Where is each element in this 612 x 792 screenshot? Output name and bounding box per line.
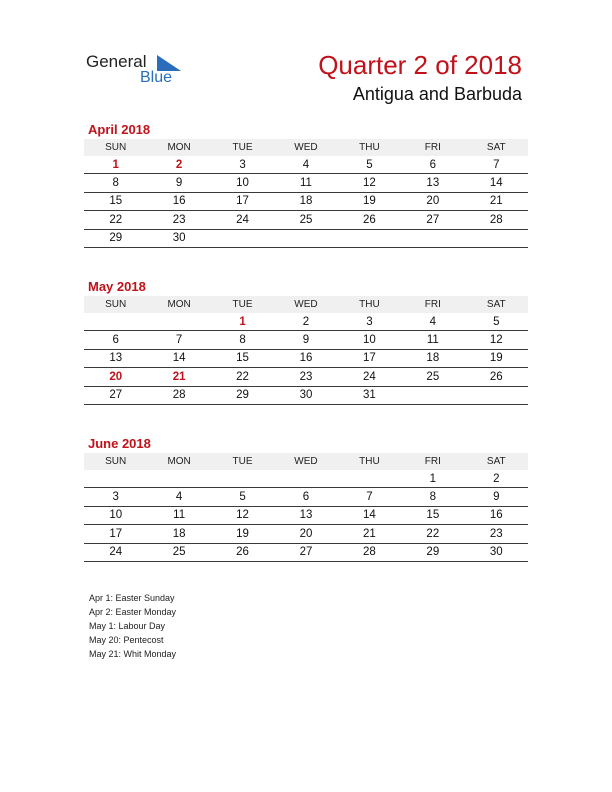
day-cell: 12	[465, 331, 528, 349]
day-cell: 7	[147, 331, 210, 349]
day-cell: 27	[274, 543, 337, 561]
day-cell: 21	[465, 192, 528, 210]
logo-text-general: General	[86, 52, 147, 71]
month-title: April 2018	[88, 122, 151, 137]
day-cell: 22	[211, 368, 274, 386]
holiday-note: May 1: Labour Day	[89, 621, 166, 631]
day-cell: 19	[338, 192, 401, 210]
empty-day-cell	[401, 229, 464, 247]
weekday-header: MON	[147, 296, 210, 313]
day-cell: 25	[147, 543, 210, 561]
week-row	[84, 349, 528, 367]
day-cell: 1	[84, 156, 147, 174]
day-cell: 3	[84, 488, 147, 506]
empty-day-cell	[338, 470, 401, 488]
week-row	[84, 156, 528, 174]
day-cell: 26	[211, 543, 274, 561]
day-cell: 25	[401, 368, 464, 386]
empty-day-cell	[84, 313, 147, 331]
day-cell: 21	[147, 368, 210, 386]
day-cell: 1	[401, 470, 464, 488]
week-row	[84, 174, 528, 192]
weekday-header: SAT	[465, 453, 528, 470]
week-row	[84, 488, 528, 506]
day-cell: 11	[147, 506, 210, 524]
day-cell: 18	[147, 525, 210, 543]
brand-logo	[86, 52, 196, 92]
day-cell: 4	[274, 156, 337, 174]
day-cell: 26	[465, 368, 528, 386]
day-cell: 9	[274, 331, 337, 349]
weekday-header: THU	[338, 139, 401, 156]
day-cell: 16	[274, 349, 337, 367]
day-cell: 8	[84, 174, 147, 192]
day-cell: 21	[338, 525, 401, 543]
day-cell: 5	[465, 313, 528, 331]
day-cell: 6	[401, 156, 464, 174]
holiday-note: Apr 1: Easter Sunday	[89, 593, 175, 603]
weekday-header: SAT	[465, 139, 528, 156]
week-row	[84, 211, 528, 229]
week-row	[84, 313, 528, 331]
holiday-note: May 21: Whit Monday	[89, 649, 177, 659]
empty-day-cell	[84, 470, 147, 488]
day-cell: 19	[465, 349, 528, 367]
day-cell: 6	[274, 488, 337, 506]
day-cell: 24	[84, 543, 147, 561]
day-cell: 10	[338, 331, 401, 349]
day-cell: 20	[401, 192, 464, 210]
day-cell: 25	[274, 211, 337, 229]
weekday-header: FRI	[401, 139, 464, 156]
day-cell: 16	[465, 506, 528, 524]
day-cell: 12	[338, 174, 401, 192]
empty-day-cell	[465, 229, 528, 247]
day-cell: 28	[147, 386, 210, 404]
month-june	[84, 435, 528, 562]
week-row	[84, 525, 528, 543]
day-cell: 18	[274, 192, 337, 210]
day-cell: 11	[274, 174, 337, 192]
day-cell: 19	[211, 525, 274, 543]
day-cell: 23	[465, 525, 528, 543]
day-cell: 27	[84, 386, 147, 404]
country-name: Antigua and Barbuda	[352, 84, 522, 104]
weekday-header: MON	[147, 453, 210, 470]
weekday-header: SUN	[84, 139, 147, 156]
empty-day-cell	[211, 229, 274, 247]
day-cell: 17	[84, 525, 147, 543]
day-cell: 23	[274, 368, 337, 386]
weekday-header: SUN	[84, 296, 147, 313]
empty-day-cell	[465, 386, 528, 404]
day-cell: 29	[401, 543, 464, 561]
day-cell: 13	[274, 506, 337, 524]
logo-text-blue: Blue	[140, 69, 173, 86]
weekday-header-row	[84, 296, 528, 313]
day-cell: 29	[84, 229, 147, 247]
day-cell: 30	[147, 229, 210, 247]
holiday-note: May 20: Pentecost	[89, 635, 164, 645]
month-may	[84, 278, 528, 405]
day-cell: 5	[338, 156, 401, 174]
day-cell: 15	[84, 192, 147, 210]
month-title: June 2018	[88, 436, 151, 451]
weekday-header-row	[84, 139, 528, 156]
day-cell: 16	[147, 192, 210, 210]
calendar-table	[84, 296, 528, 405]
day-cell: 8	[401, 488, 464, 506]
day-cell: 20	[274, 525, 337, 543]
holiday-notes	[89, 591, 176, 661]
week-row	[84, 368, 528, 386]
day-cell: 3	[211, 156, 274, 174]
weekday-header: WED	[274, 139, 337, 156]
day-cell: 28	[465, 211, 528, 229]
weekday-header: FRI	[401, 453, 464, 470]
day-cell: 24	[211, 211, 274, 229]
weekday-header: TUE	[211, 139, 274, 156]
weekday-header: THU	[338, 453, 401, 470]
day-cell: 3	[338, 313, 401, 331]
day-cell: 15	[401, 506, 464, 524]
quarter-title: Quarter 2 of 2018	[318, 50, 522, 80]
month-april	[84, 121, 528, 248]
day-cell: 30	[274, 386, 337, 404]
weekday-header-row	[84, 453, 528, 470]
weekday-header: SAT	[465, 296, 528, 313]
week-row	[84, 192, 528, 210]
empty-day-cell	[274, 470, 337, 488]
day-cell: 14	[465, 174, 528, 192]
week-row	[84, 506, 528, 524]
day-cell: 24	[338, 368, 401, 386]
day-cell: 30	[465, 543, 528, 561]
day-cell: 31	[338, 386, 401, 404]
calendar-table	[84, 139, 528, 248]
weekday-header: SUN	[84, 453, 147, 470]
day-cell: 1	[211, 313, 274, 331]
empty-day-cell	[147, 470, 210, 488]
day-cell: 10	[211, 174, 274, 192]
day-cell: 13	[401, 174, 464, 192]
day-cell: 2	[465, 470, 528, 488]
weekday-header: WED	[274, 296, 337, 313]
day-cell: 13	[84, 349, 147, 367]
holiday-note: Apr 2: Easter Monday	[89, 607, 177, 617]
calendar-table	[84, 453, 528, 562]
month-title: May 2018	[88, 279, 146, 294]
empty-day-cell	[401, 386, 464, 404]
day-cell: 11	[401, 331, 464, 349]
day-cell: 14	[338, 506, 401, 524]
week-row	[84, 543, 528, 561]
day-cell: 6	[84, 331, 147, 349]
day-cell: 4	[147, 488, 210, 506]
day-cell: 17	[211, 192, 274, 210]
day-cell: 22	[401, 525, 464, 543]
day-cell: 7	[338, 488, 401, 506]
weekday-header: MON	[147, 139, 210, 156]
day-cell: 26	[338, 211, 401, 229]
weekday-header: TUE	[211, 296, 274, 313]
day-cell: 9	[147, 174, 210, 192]
day-cell: 23	[147, 211, 210, 229]
day-cell: 20	[84, 368, 147, 386]
day-cell: 8	[211, 331, 274, 349]
day-cell: 5	[211, 488, 274, 506]
week-row	[84, 470, 528, 488]
day-cell: 2	[274, 313, 337, 331]
weekday-header: FRI	[401, 296, 464, 313]
week-row	[84, 229, 528, 247]
day-cell: 17	[338, 349, 401, 367]
day-cell: 18	[401, 349, 464, 367]
day-cell: 12	[211, 506, 274, 524]
empty-day-cell	[147, 313, 210, 331]
day-cell: 4	[401, 313, 464, 331]
weekday-header: THU	[338, 296, 401, 313]
day-cell: 29	[211, 386, 274, 404]
empty-day-cell	[211, 470, 274, 488]
day-cell: 7	[465, 156, 528, 174]
empty-day-cell	[338, 229, 401, 247]
weekday-header: WED	[274, 453, 337, 470]
day-cell: 27	[401, 211, 464, 229]
day-cell: 14	[147, 349, 210, 367]
day-cell: 2	[147, 156, 210, 174]
day-cell: 9	[465, 488, 528, 506]
weekday-header: TUE	[211, 453, 274, 470]
empty-day-cell	[274, 229, 337, 247]
day-cell: 10	[84, 506, 147, 524]
week-row	[84, 386, 528, 404]
week-row	[84, 331, 528, 349]
day-cell: 15	[211, 349, 274, 367]
day-cell: 28	[338, 543, 401, 561]
day-cell: 22	[84, 211, 147, 229]
